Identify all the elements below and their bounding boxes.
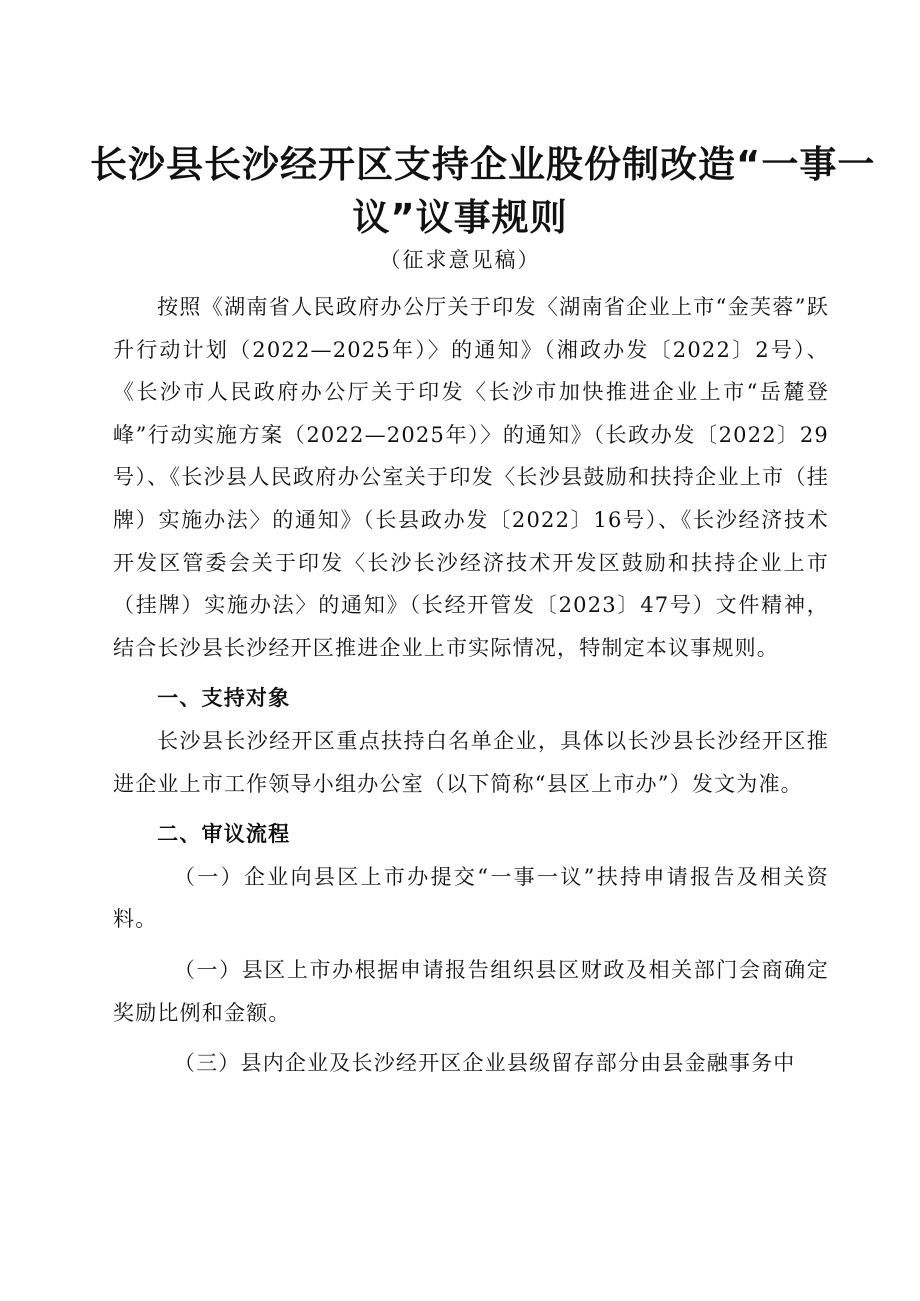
section-paragraph-support-targets: 长沙县长沙经开区重点扶持白名单企业，具体以长沙县长沙经开区推进企业上市工作领导小组办公室（以下简称“县区上市办”）发文为准。	[113, 728, 829, 796]
section-heading-support-targets: 一、支持对象	[157, 686, 291, 711]
review-process-item: （三）县内企业及长沙经开区企业县级留存部分由县金融事务中	[173, 1051, 796, 1076]
document-title-line-2: 议”议事规则	[352, 196, 568, 239]
review-process-item: （一）企业向县区上市办提交“一事一议”扶持申请报告及相关资料。	[113, 864, 829, 932]
section-heading-review-process: 二、审议流程	[157, 822, 291, 847]
document-subtitle: （征求意见稿）	[379, 248, 541, 272]
intro-paragraph: 按照《湖南省人民政府办公厅关于印发〈湖南省企业上市“金芙蓉”跃升行动计划（2022—2025年）〉的通知》（湘政办发〔2022〕2号）、《长沙市人民政府办公厅关于印发〈长沙市加快推进企业上市“岳麓登峰”行动实施方案（2022—2025年）〉的通知》（长政办发〔2022〕29号）、《长沙县人民政府办公室关于印发〈长沙县鼓励和扶持企业上市（挂牌）实施办法〉的通知》（长县政办发〔2022〕16号）、《长沙经济技术开发区管委会关于印发〈长沙长沙经济技术开发区鼓励和扶持企业上市（挂牌）实施办法〉的通知》（长经开管发〔2023〕47号）文件精神，结合长沙县长沙经开区推进企业上市实际情况，特制定本议事规则。	[113, 295, 829, 660]
review-process-item: （一）县区上市办根据申请报告组织县区财政及相关部门会商确定奖励比例和金额。	[113, 957, 829, 1025]
document-title-line-1: 长沙县长沙经开区支持企业股份制改造“一事一	[90, 143, 876, 186]
document-body	[113, 286, 829, 1085]
